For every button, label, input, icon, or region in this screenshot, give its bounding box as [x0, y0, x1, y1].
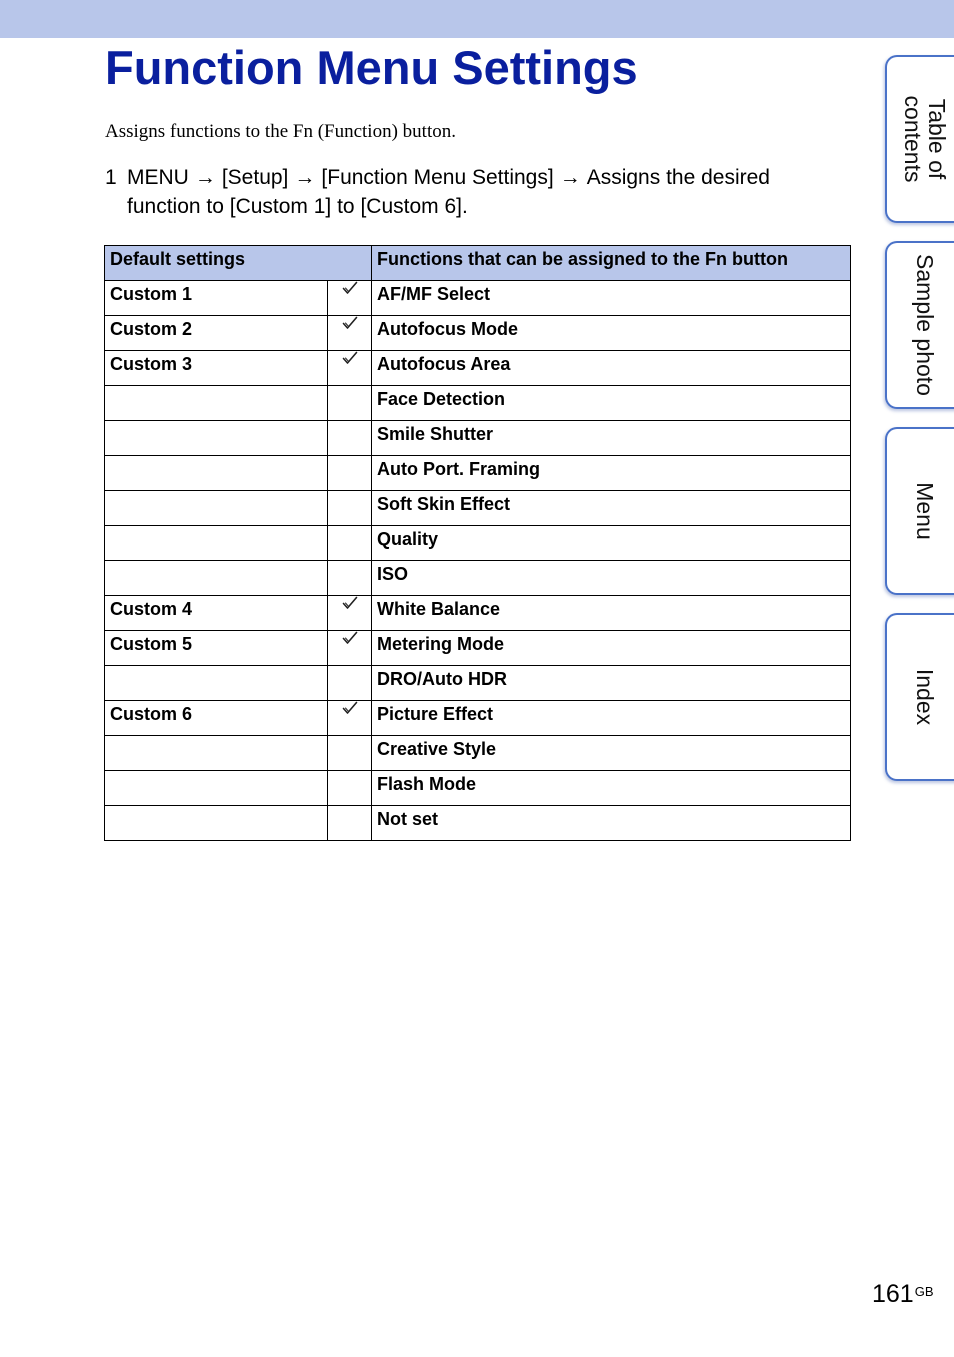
table-row [105, 561, 851, 596]
table-row [105, 666, 851, 701]
side-tab-label-line: Menu [912, 482, 938, 540]
default-check-cell [328, 526, 372, 561]
arrow-right-icon: → [559, 166, 581, 189]
default-setting-cell: Custom 4 [105, 596, 328, 631]
checkmark-icon [333, 631, 366, 645]
header-default-settings: Default settings [105, 246, 372, 281]
default-check-cell [328, 316, 372, 351]
checkmark-icon [333, 281, 366, 295]
table-row [105, 806, 851, 841]
step-part-menu: MENU [127, 166, 189, 189]
step-part-setup: [Setup] [221, 166, 289, 189]
function-cell: Flash Mode [372, 771, 851, 806]
side-tab-label-line: Table of [924, 98, 950, 180]
table-row [105, 526, 851, 561]
table-row [105, 386, 851, 421]
default-setting-cell [105, 491, 328, 526]
function-cell: Picture Effect [372, 701, 851, 736]
step-part-assigns: Assigns the desired [586, 166, 770, 189]
header-functions: Functions that can be assigned to the Fn button [372, 246, 851, 281]
function-cell: ISO [372, 561, 851, 596]
default-setting-cell [105, 771, 328, 806]
side-tab-label [913, 482, 937, 540]
page-number-suffix: GB [914, 1284, 934, 1299]
table-row [105, 631, 851, 666]
page-title: Function Menu Settings [105, 41, 638, 94]
default-check-cell [328, 351, 372, 386]
default-check-cell [328, 456, 372, 491]
arrow-right-icon: → [294, 166, 316, 189]
function-cell: Smile Shutter [372, 421, 851, 456]
page-number [872, 1279, 934, 1309]
function-cell: Quality [372, 526, 851, 561]
arrow-right-icon: → [194, 166, 216, 189]
step-part-function-menu: [Function Menu Settings] [321, 166, 554, 189]
default-setting-cell [105, 526, 328, 561]
table-row [105, 701, 851, 736]
function-cell: Auto Port. Framing [372, 456, 851, 491]
default-check-cell [328, 701, 372, 736]
side-tab-menu[interactable] [885, 427, 954, 595]
intro-text: Assigns functions to the Fn (Function) button. [105, 121, 456, 142]
checkmark-icon [333, 596, 366, 610]
table-row [105, 736, 851, 771]
default-setting-cell [105, 666, 328, 701]
default-check-cell [328, 771, 372, 806]
side-tab-label-line: Sample photo [912, 254, 938, 396]
function-cell: Metering Mode [372, 631, 851, 666]
default-setting-cell [105, 736, 328, 771]
step-body [127, 163, 845, 221]
side-tab-table-of-contents[interactable] [885, 55, 954, 223]
table-header-row [105, 246, 851, 281]
function-cell: Autofocus Mode [372, 316, 851, 351]
default-check-cell [328, 491, 372, 526]
step-instruction [105, 163, 845, 221]
default-setting-cell: Custom 2 [105, 316, 328, 351]
default-setting-cell: Custom 1 [105, 281, 328, 316]
default-check-cell [328, 281, 372, 316]
table-row [105, 421, 851, 456]
side-tab-label [913, 254, 937, 396]
table-row [105, 281, 851, 316]
side-tab-label-line: Index [912, 668, 938, 726]
table-body [105, 281, 851, 841]
table-row [105, 351, 851, 386]
side-tab-label [901, 96, 949, 183]
default-setting-cell [105, 421, 328, 456]
default-check-cell [328, 561, 372, 596]
function-assignment-table [104, 245, 851, 841]
default-check-cell [328, 631, 372, 666]
default-check-cell [328, 421, 372, 456]
page-number-value: 161 [872, 1280, 914, 1308]
checkmark-icon [333, 701, 366, 715]
default-check-cell [328, 596, 372, 631]
side-tab-sample-photo[interactable] [885, 241, 954, 409]
function-cell: DRO/Auto HDR [372, 666, 851, 701]
top-color-band [0, 0, 954, 38]
default-check-cell [328, 736, 372, 771]
function-cell: Face Detection [372, 386, 851, 421]
default-check-cell [328, 666, 372, 701]
default-setting-cell [105, 806, 328, 841]
function-cell: AF/MF Select [372, 281, 851, 316]
table-row [105, 596, 851, 631]
table-row [105, 771, 851, 806]
default-setting-cell: Custom 6 [105, 701, 328, 736]
default-setting-cell [105, 561, 328, 596]
default-setting-cell: Custom 5 [105, 631, 328, 666]
function-cell: Not set [372, 806, 851, 841]
function-cell: Creative Style [372, 736, 851, 771]
side-tab-index[interactable] [885, 613, 954, 781]
default-setting-cell [105, 456, 328, 491]
checkmark-icon [333, 316, 366, 330]
side-tab-label [913, 669, 937, 725]
default-check-cell [328, 386, 372, 421]
function-cell: Soft Skin Effect [372, 491, 851, 526]
function-cell: Autofocus Area [372, 351, 851, 386]
side-tab-label-line: contents [900, 95, 926, 183]
checkmark-icon [333, 351, 366, 365]
default-setting-cell: Custom 3 [105, 351, 328, 386]
default-check-cell [328, 806, 372, 841]
table-row [105, 456, 851, 491]
step-number: 1 [105, 166, 117, 189]
table-row [105, 491, 851, 526]
table-row [105, 316, 851, 351]
function-cell: White Balance [372, 596, 851, 631]
default-setting-cell [105, 386, 328, 421]
step-continuation: function to [Custom 1] to [Custom 6]. [127, 195, 468, 218]
